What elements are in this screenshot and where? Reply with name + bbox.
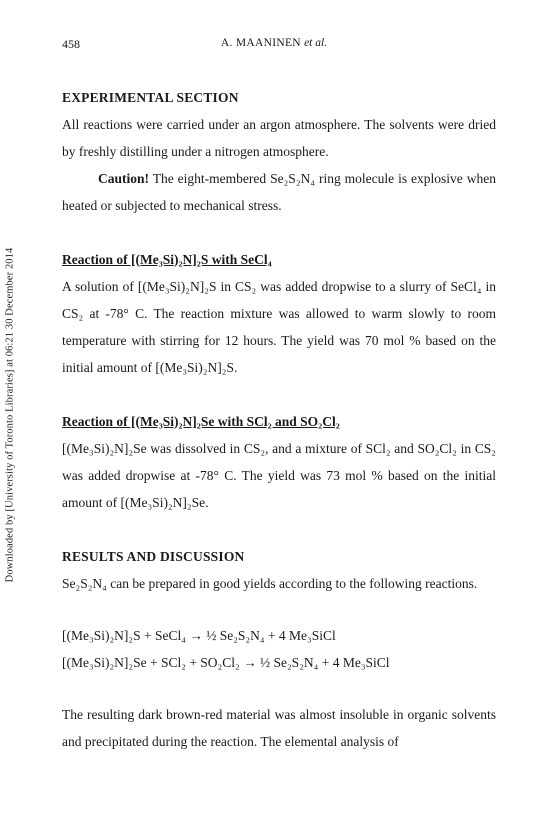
caution-paragraph: [62, 165, 496, 219]
reaction1-heading: Reaction of [(Me₃Si)₂N]₂S with SeCl₄: [62, 252, 272, 267]
spacer: [62, 676, 496, 701]
running-head-author: A. MAANINEN: [220, 37, 301, 49]
reaction2-heading: Reaction of [(Me₃Si)₂N]₂Se with SCl₂ and SO₂Cl₂: [62, 414, 340, 429]
reaction1-text: A solution of [(Me₃Si)₂N]₂S in CS₂ was added dropwise to a slurry of SeCl₄ in CS₂ at -78° C. The reaction mixture was allowed to warm slowly to room temperature with stirring for 12 hours. The yield was 70 mol % based on the initial amount of [(Me₃Si)₂N]₂S.: [62, 279, 496, 375]
equation-2: [(Me₃Si)₂N]₂Se + SCl₂ + SO₂Cl₂ → ½ Se₂S₂N₄ + 4 Me₃SiCl: [62, 655, 390, 670]
caution-label: Caution!: [98, 171, 150, 186]
equation-1: [(Me₃Si)₂N]₂S + SeCl₄ → ½ Se₂S₂N₄ + 4 Me₃SiCl: [62, 628, 336, 643]
results-closing: The resulting dark brown-red material was almost insoluble in organic solvents and precipitated during the reaction. The elemental analysis of: [62, 707, 496, 749]
results-intro: Se₂S₂N₄ can be prepared in good yields according to the following reactions.: [62, 576, 478, 591]
results-heading: RESULTS AND DISCUSSION: [62, 549, 245, 564]
experimental-intro: All reactions were carried under an argon atmosphere. The solvents were dried by freshly distilling under a nitrogen atmosphere.: [62, 117, 496, 159]
running-head-etal: et al.: [304, 37, 328, 49]
spacer: [62, 597, 496, 622]
running-head: [0, 37, 548, 49]
reaction2-text: [(Me₃Si)₂N]₂Se was dissolved in CS₂, and a mixture of SCl₂ and SO₂Cl₂ in CS₂ was added dropwise at -78° C. The yield was 73 mol % based on the initial amount of [(Me₃Si)₂N]₂Se.: [62, 441, 496, 510]
download-watermark: [3, 215, 17, 615]
page-body: [62, 84, 496, 755]
spacer: [62, 381, 496, 408]
spacer: [62, 516, 496, 543]
caution-text: The eight-membered Se₂S₂N₄ ring molecule is explosive when heated or subjected to mechanical stress.: [62, 171, 496, 213]
experimental-heading: EXPERIMENTAL SECTION: [62, 90, 239, 105]
download-watermark-text: Downloaded by [University of Toronto Libraries] at 06:21 30 December 2014: [4, 247, 16, 583]
page-number: 458: [62, 37, 80, 51]
spacer: [62, 219, 496, 246]
